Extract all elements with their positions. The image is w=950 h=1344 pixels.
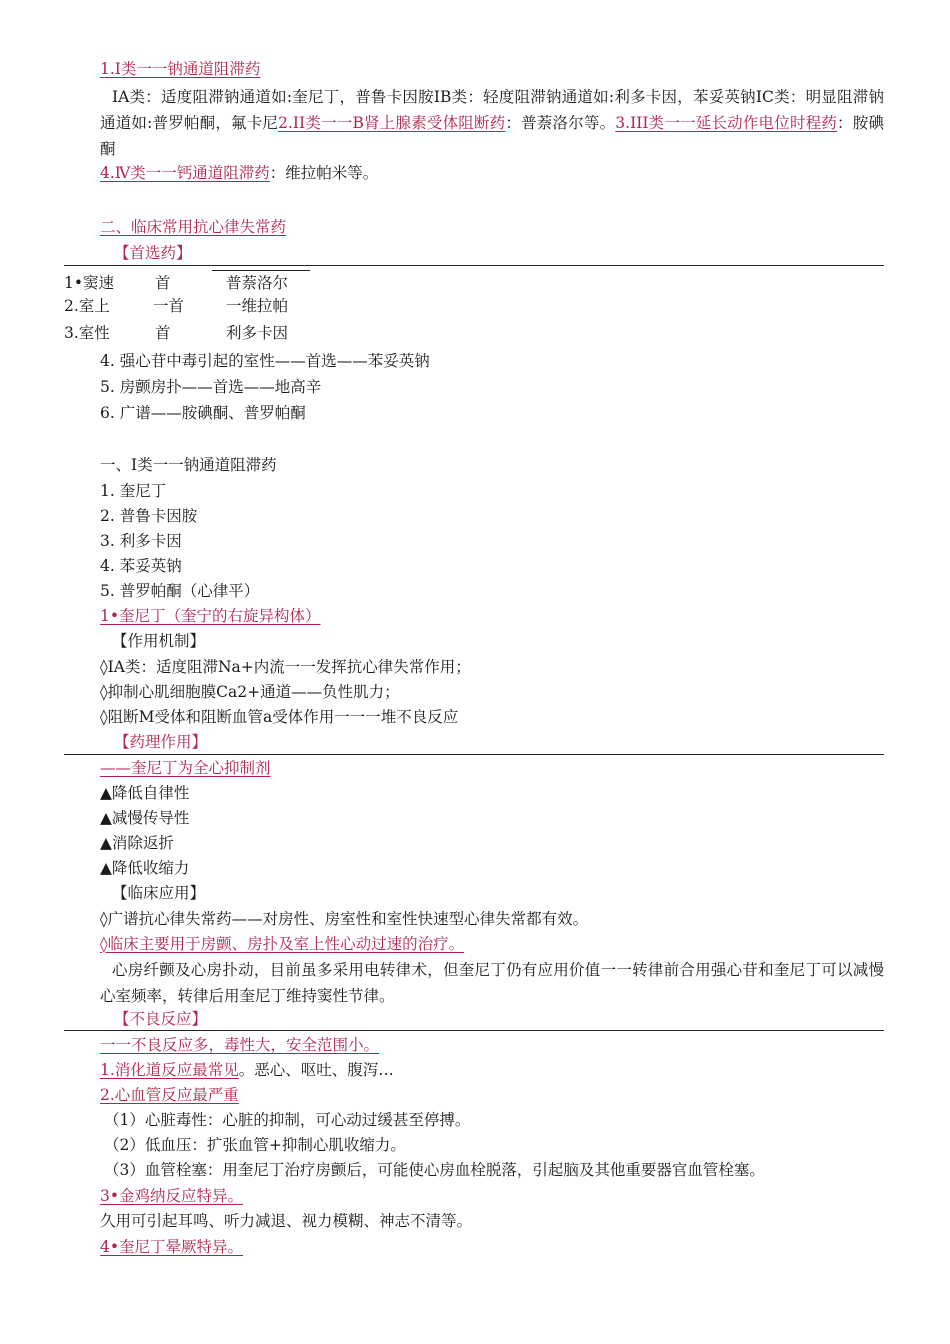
adverse-2-heading: 2.心血管反应最严重 (100, 1086, 239, 1104)
adverse-4-heading: 4•奎尼丁晕厥特异。 (100, 1238, 244, 1256)
class-iii-detail: ：胺碘酮 (100, 114, 884, 158)
class-iv-heading: 4.Ⅳ类一一钙通道阻滞药 (100, 164, 270, 182)
pharmacology-heading: 【药理作用】 (114, 733, 208, 751)
first-choice-item-6: 6. 广谱——胺碘酮、普罗帕酮 (100, 404, 306, 422)
clinical-heading: 【临床应用】 (112, 884, 206, 902)
section1-title: 一、Ⅰ类一一钠通道阻滞药 (100, 456, 277, 474)
clinical-item-1: ◊广谱抗心律失常药——对房性、房室性和室性快速型心律失常都有效。 (100, 910, 589, 928)
first-choice-heading: 【首选药】 (114, 244, 192, 262)
drug-list-item-4: 4. 苯妥英钠 (100, 557, 182, 575)
adverse-1-line (100, 1059, 394, 1081)
class-i-heading: 1.Ⅰ类一一钠通道阻滞药 (100, 60, 261, 78)
drug-list-item-5: 5. 普罗帕酮（心律平） (100, 582, 260, 600)
table-row-2-choice: 一首 (153, 297, 185, 315)
class-ii-detail: ：普萘洛尔等。 (505, 114, 616, 132)
adverse-2-item-1: （1）心脏毒性：心脏的抑制，可心动过缓甚至停搏。 (104, 1111, 471, 1129)
table-row-2-drug: 一维拉帕 (226, 297, 289, 315)
adverse-heading: 【不良反应】 (114, 1010, 208, 1028)
table-row-3-choice: 首 (155, 324, 171, 342)
section2-title: 二、临床常用抗心律失常药 (100, 218, 287, 236)
first-choice-item-4: 4. 强心苷中毒引起的室性——首选——苯妥英钠 (100, 352, 430, 370)
table-row-3-condition: 3.室性 (64, 324, 110, 342)
class-iv-line (100, 162, 378, 184)
table-row-1-drug: 普萘洛尔 (226, 274, 289, 292)
table-rule (212, 270, 310, 271)
mechanism-item-1: ◊IA类：适度阻滞Na+内流一一发挥抗心律失常作用； (100, 658, 471, 676)
adverse-2-item-2: （2）低血压：扩张血管+抑制心肌收缩力。 (104, 1136, 406, 1154)
drug-list-item-3: 3. 利多卡因 (100, 532, 182, 550)
clinical-paragraph: 心房纤颤及心房扑动，目前虽多采用电转律术，但奎尼丁仍有应用价值一一转律前合用强心苷和奎尼丁可以减慢心室频率，转律后用奎尼丁维持窦性节律。 (100, 961, 884, 1005)
class-ii-heading: 2.II类一一B肾上腺素受体阻断药 (278, 114, 506, 132)
quinidine-title: 1•奎尼丁（奎宁的右旋异构体） (100, 607, 321, 625)
divider-2 (64, 754, 884, 755)
adverse-3-heading: 3•金鸡纳反应特异。 (100, 1187, 244, 1205)
pharmacology-item-4: ▲降低收缩力 (100, 859, 190, 877)
first-choice-item-5: 5. 房颤房扑——首选——地高辛 (100, 378, 322, 396)
adverse-2-item-3: （3）血管栓塞：用奎尼丁治疗房颤后，可能使心房血栓脱落，引起脑及其他重要器官血管栓塞。 (104, 1161, 765, 1179)
mechanism-item-3: ◊阻断M受体和阻断血管a受体作用一一一堆不良反应 (100, 708, 459, 726)
drug-list-item-1: 1. 奎尼丁 (100, 482, 167, 500)
adverse-1-detail: 。恶心、呕吐、腹泻… (238, 1061, 394, 1079)
class-iv-detail: ：维拉帕米等。 (269, 164, 379, 182)
pharmacology-item-1: ▲降低自律性 (100, 784, 190, 802)
pharmacology-item-2: ▲减慢传导性 (100, 809, 190, 827)
divider-1 (64, 265, 884, 266)
divider-3 (64, 1030, 884, 1031)
adverse-3-detail: 久用可引起耳鸣、听力减退、视力模糊、神志不清等。 (100, 1212, 473, 1230)
class-i-detail: IA类：适度阻滞钠通道如:奎尼丁，普鲁卡因胺IB类：轻度阻滞钠通道如:利多卡因，苯妥英钠IC类：明显阻滞钠通道如:普罗帕酮，氟卡尼 (100, 88, 884, 132)
table-row-3-drug: 利多卡因 (226, 324, 289, 342)
adverse-subtitle: 一一不良反应多，毒性大，安全范围小。 (100, 1036, 380, 1054)
clinical-item-2: ◊临床主要用于房颤、房扑及室上性心动过速的治疗。 (100, 935, 465, 953)
mechanism-heading: 【作用机制】 (112, 632, 206, 650)
table-row-1-condition: 1•窦速 (64, 274, 115, 292)
mechanism-item-2: ◊抑制心肌细胞膜Ca2+通道——负性肌力； (100, 683, 400, 701)
drug-list-item-2: 2. 普鲁卡因胺 (100, 507, 198, 525)
table-row-1-choice: 首 (155, 274, 171, 292)
table-row-2-condition: 2.室上 (64, 297, 110, 315)
pharmacology-subtitle: ——奎尼丁为全心抑制剂 (100, 759, 271, 777)
classes-paragraph (100, 84, 884, 162)
pharmacology-item-3: ▲消除返折 (100, 834, 174, 852)
class-iii-heading: 3.III类一一延长动作电位时程药 (615, 114, 838, 132)
adverse-1-heading: 1.消化道反应最常见 (100, 1061, 239, 1079)
